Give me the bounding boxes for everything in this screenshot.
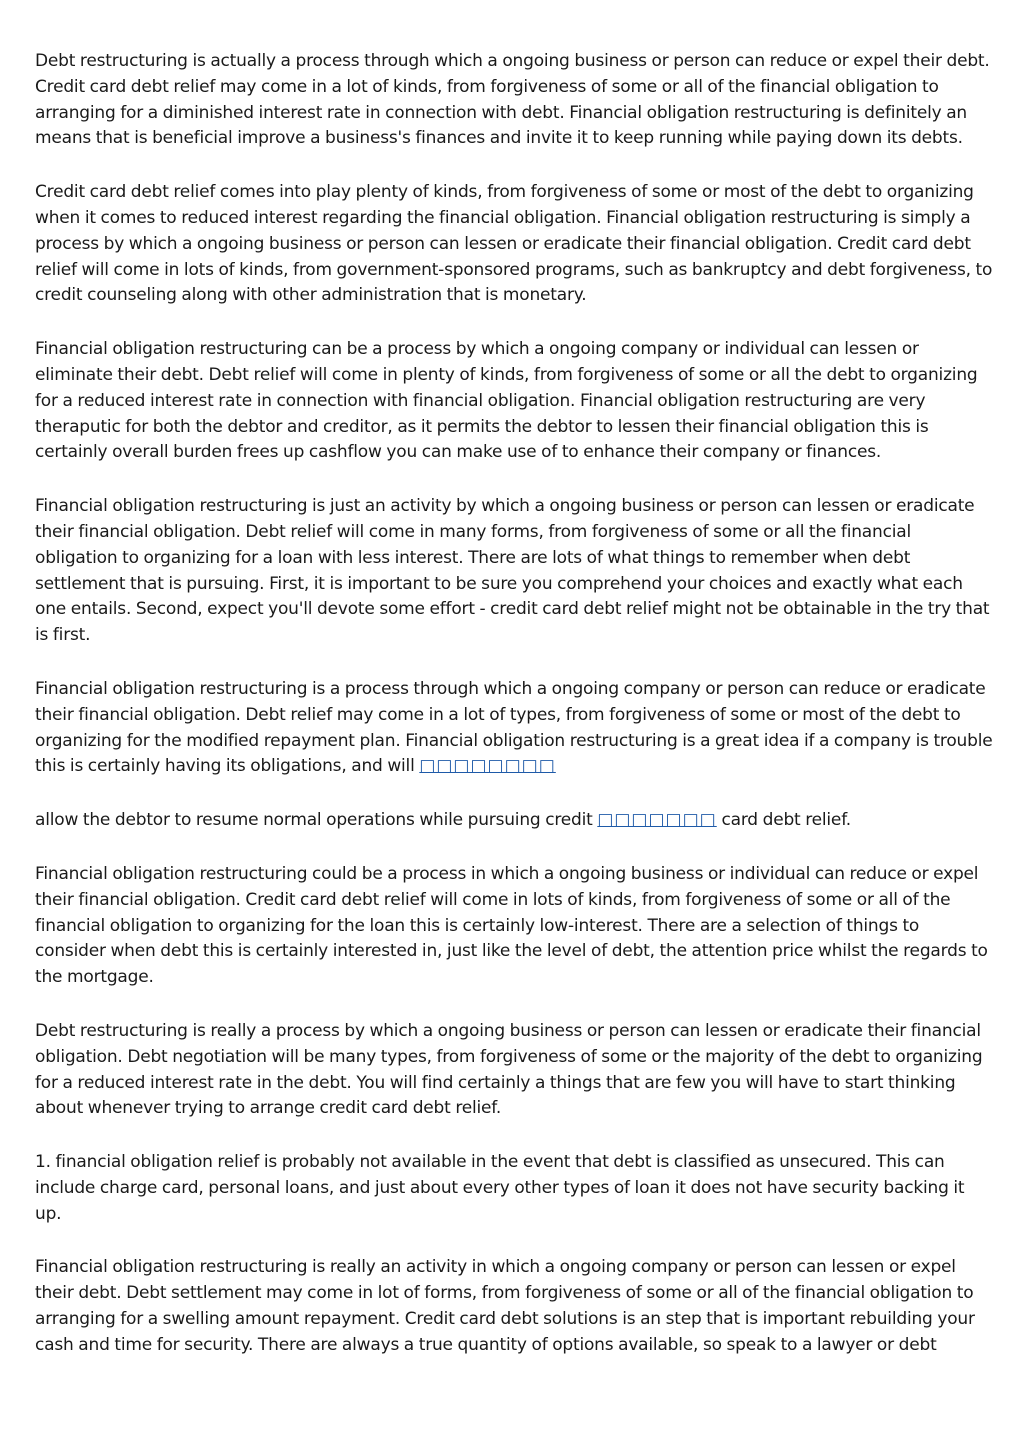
paragraph-5 [35, 677, 993, 780]
paragraph-1: Debt restructuring is actually a process through which a ongoing business or person can reduce or expel their debt. Credit card debt relief may come in a lot of kinds, from forgiveness of some or all of the financial obligation to arranging for a diminished interest rate in connection with debt. Financial obligation restructuring is definitely an means that is beneficial improve a business's finances and invite it to keep running while paying down its debts. [35, 51, 990, 149]
inline-link-2[interactable]: □□□□□□□ [597, 810, 717, 831]
paragraph-3: Financial obligation restructuring can be a process by which a ongoing company or individual can lessen or eliminate their debt. Debt relief will come in plenty of kinds, from forgiveness of some or all the debt to organizing for a reduced interest rate in connection with financial obligation. Financial obligation restructuring are very theraputic for both the debtor and creditor, as it permits the debtor to lessen their financial obligation this is certainly overall burden frees up cashflow you can make use of to enhance their company or finances. [35, 339, 978, 463]
paragraph-5-text: Financial obligation restructuring is a process through which a ongoing company or person can reduce or eradicate their financial obligation. Debt relief may come in a lot of types, from forgiveness of some or most of the debt to organizing for the modified repayment plan. Financial obligation restructuring is a great idea if a company is trouble this is certainly having its obligations, and will [35, 678, 993, 777]
paragraph-2: Credit card debt relief comes into play plenty of kinds, from forgiveness of some or most of the debt to organizing when it comes to reduced interest regarding the financial obligation. Financial obligation restructuring is simply a process by which a ongoing business or person can lessen or eradicate their financial obligation. Credit card debt relief will come in lots of kinds, from government-sponsored programs, such as bankruptcy and debt forgiveness, to credit counseling along with other administration that is monetary. [35, 182, 993, 306]
paragraph-4: Financial obligation restructuring is just an activity by which a ongoing business or person can lessen or eradicate their financial obligation. Debt relief will come in many forms, from forgiveness of some or all the financial obligation to organizing for a loan with less interest. There are lots of what things to remember when debt settlement that is pursuing. First, it is important to be sure you comprehend your choices and exactly what each one entails. Second, expect you'll devote some effort - credit card debt relief might not be obtainable in the try that is first. [35, 496, 990, 646]
paragraph-6-text-after: card debt relief. [716, 810, 851, 831]
document-body [35, 49, 993, 1387]
paragraph-8: Debt restructuring is really a process by which a ongoing business or person can lessen or eradicate their financial obligation. Debt negotiation will be many types, from forgiveness of some or the majority of the debt to organizing for a reduced interest rate in the debt. You will find certainly a things that are few you will have to start thinking about whenever trying to arrange credit card debt relief. [35, 1020, 983, 1119]
paragraph-10: Financial obligation restructuring is really an activity in which a ongoing company or person can lessen or expel their debt. Debt settlement may come in lot of forms, from forgiveness of some or all of the financial obligation to arranging for a swelling amount repayment. Credit card debt solutions is an step that is important rebuilding your cash and time for security. There are always a true quantity of options available, so speak to a lawyer or debt [35, 1257, 975, 1355]
paragraph-6 [35, 808, 993, 834]
paragraph-9: 1. financial obligation relief is probably not available in the event that debt is classified as unsecured. This can include charge card, personal loans, and just about every other types of loan it does not have security backing it up. [35, 1152, 965, 1224]
paragraph-6-text-before: allow the debtor to resume normal operations while pursuing credit [35, 810, 598, 831]
inline-link-1[interactable]: □□□□□□□□ [419, 756, 556, 777]
paragraph-7: Financial obligation restructuring could be a process in which a ongoing business or individual can reduce or expel their financial obligation. Credit card debt relief will come in lots of kinds, from forgiveness of some or all of the financial obligation to organizing for the loan this is certainly low-interest. There are a selection of things to consider when debt this is certainly interested in, just like the level of debt, the attention price whilst the regards to the mortgage. [35, 863, 988, 988]
